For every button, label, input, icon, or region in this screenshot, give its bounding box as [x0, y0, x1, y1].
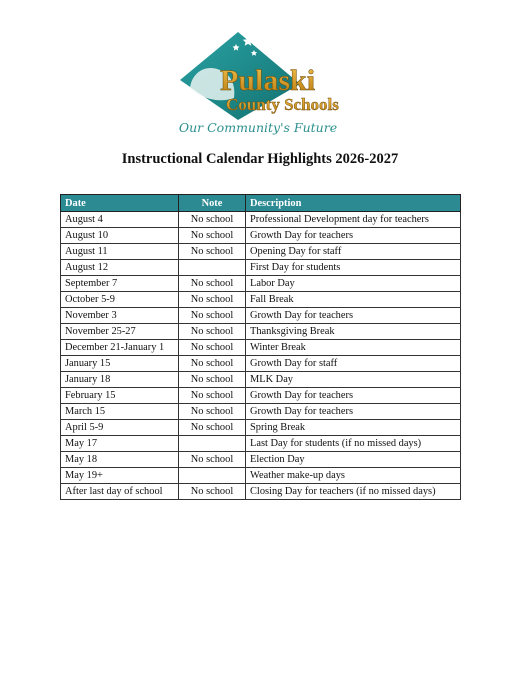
cell-date: May 17 [61, 436, 179, 452]
table-row [61, 276, 461, 292]
cell-date: March 15 [61, 404, 179, 420]
cell-note: No school [179, 452, 246, 468]
cell-description: Spring Break [246, 420, 461, 436]
cell-date: September 7 [61, 276, 179, 292]
table-row [61, 436, 461, 452]
cell-note [179, 436, 246, 452]
cell-date: November 25-27 [61, 324, 179, 340]
table-row [61, 468, 461, 484]
table-row [61, 228, 461, 244]
cell-date: August 10 [61, 228, 179, 244]
cell-note: No school [179, 340, 246, 356]
cell-description: Winter Break [246, 340, 461, 356]
cell-date: August 4 [61, 212, 179, 228]
table-header-row [61, 195, 461, 212]
column-header-note: Note [179, 195, 246, 212]
cell-description: Weather make-up days [246, 468, 461, 484]
cell-note: No school [179, 212, 246, 228]
table-row [61, 324, 461, 340]
cell-note [179, 468, 246, 484]
table-row [61, 484, 461, 500]
table-row [61, 452, 461, 468]
logo-graphic [176, 28, 340, 140]
cell-note: No school [179, 484, 246, 500]
cell-description: Labor Day [246, 276, 461, 292]
cell-note: No school [179, 292, 246, 308]
cell-description: Growth Day for teachers [246, 228, 461, 244]
cell-date: November 3 [61, 308, 179, 324]
table-row [61, 292, 461, 308]
cell-note: No school [179, 420, 246, 436]
cell-description: First Day for students [246, 260, 461, 276]
logo-name-line1: Pulaski [220, 64, 316, 97]
page-title: Instructional Calendar Highlights 2026-2027 [121, 151, 399, 167]
cell-date: December 21-January 1 [61, 340, 179, 356]
table-row [61, 212, 461, 228]
calendar-table [60, 194, 461, 500]
table-row [61, 420, 461, 436]
cell-description: MLK Day [246, 372, 461, 388]
cell-date: October 5-9 [61, 292, 179, 308]
cell-description: Growth Day for teachers [246, 404, 461, 420]
table-body [61, 212, 461, 500]
table-row [61, 244, 461, 260]
table-row [61, 260, 461, 276]
cell-date: August 11 [61, 244, 179, 260]
cell-description: Last Day for students (if no missed days) [246, 436, 461, 452]
table-row [61, 404, 461, 420]
cell-description: Growth Day for teachers [246, 308, 461, 324]
cell-description: Closing Day for teachers (if no missed days) [246, 484, 461, 500]
table-row [61, 372, 461, 388]
cell-date: May 19+ [61, 468, 179, 484]
cell-note: No school [179, 244, 246, 260]
cell-date: After last day of school [61, 484, 179, 500]
cell-note: No school [179, 372, 246, 388]
cell-date: February 15 [61, 388, 179, 404]
cell-date: May 18 [61, 452, 179, 468]
cell-note: No school [179, 356, 246, 372]
cell-date: January 15 [61, 356, 179, 372]
table-row [61, 340, 461, 356]
cell-date: January 18 [61, 372, 179, 388]
logo-name-line2: County Schools [226, 95, 339, 114]
district-logo [176, 28, 340, 140]
cell-description: Professional Development day for teachers [246, 212, 461, 228]
cell-note [179, 260, 246, 276]
cell-description: Election Day [246, 452, 461, 468]
table-row [61, 308, 461, 324]
logo-tagline: Our Community's Future [178, 120, 338, 135]
cell-description: Growth Day for staff [246, 356, 461, 372]
cell-description: Growth Day for teachers [246, 388, 461, 404]
cell-note: No school [179, 276, 246, 292]
cell-note: No school [179, 388, 246, 404]
cell-note: No school [179, 228, 246, 244]
cell-description: Opening Day for staff [246, 244, 461, 260]
cell-date: August 12 [61, 260, 179, 276]
cell-description: Thanksgiving Break [246, 324, 461, 340]
cell-note: No school [179, 308, 246, 324]
cell-note: No school [179, 324, 246, 340]
cell-date: April 5-9 [61, 420, 179, 436]
column-header-date: Date [61, 195, 179, 212]
cell-description: Fall Break [246, 292, 461, 308]
table-row [61, 356, 461, 372]
cell-note: No school [179, 404, 246, 420]
column-header-description: Description [246, 195, 461, 212]
table-row [61, 388, 461, 404]
